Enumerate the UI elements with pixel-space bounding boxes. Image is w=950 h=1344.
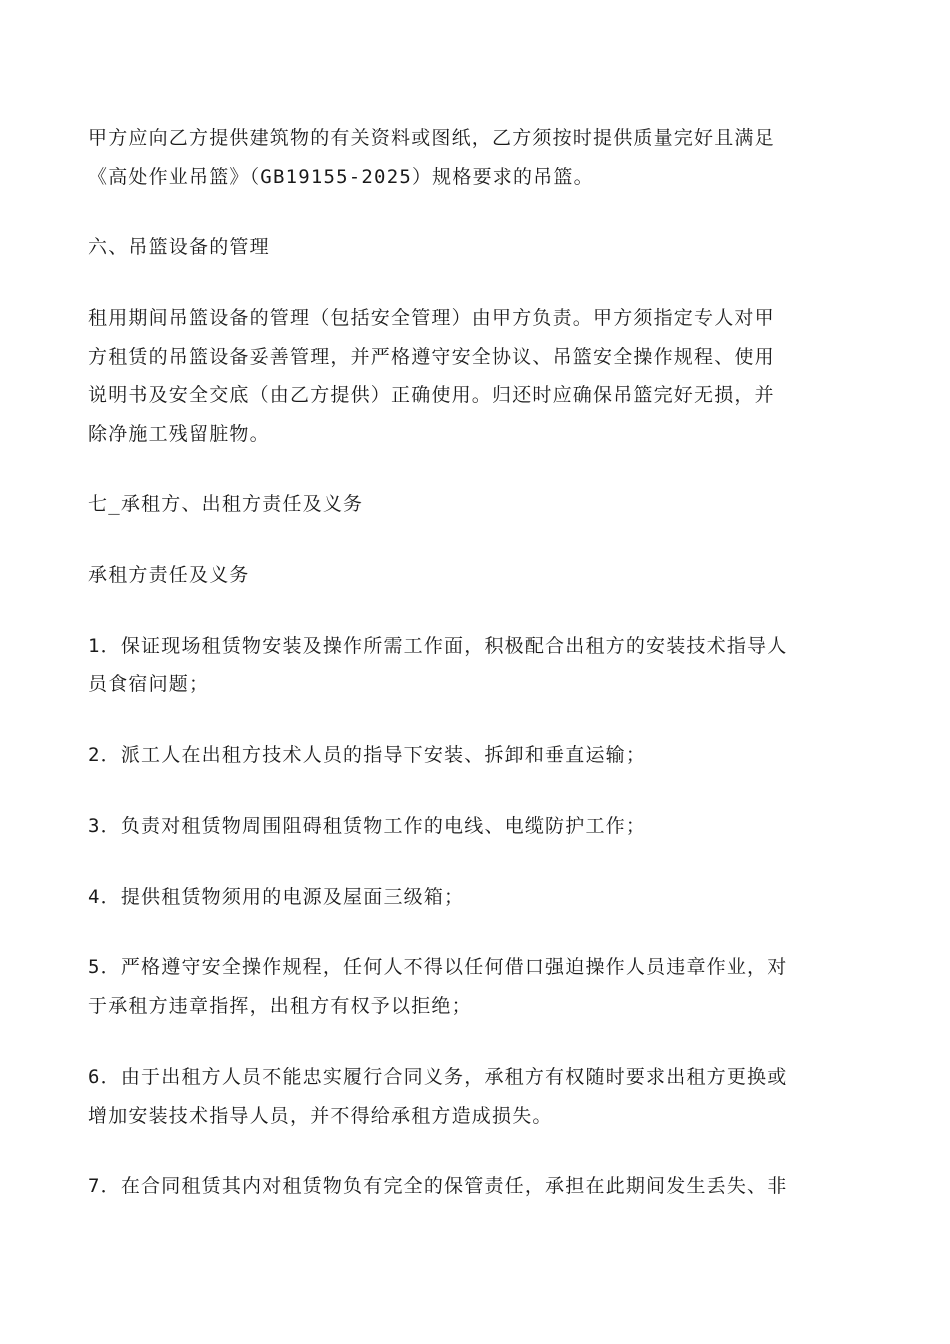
section-six-line-4: 除净施工残留脏物。 <box>88 423 270 445</box>
section-seven-heading: 七_承租方、出租方责任及义务 <box>88 493 364 515</box>
section-six-line-2: 方租赁的吊篮设备妥善管理，并严格遵守安全协议、吊篮安全操作规程、使用 <box>88 346 775 368</box>
list-item-6-line-1: 6．由于出租方人员不能忠实履行合同义务，承租方有权随时要求出租方更换或 <box>88 1066 788 1088</box>
section-six-line-3: 说明书及安全交底（由乙方提供）正确使用。归还时应确保吊篮完好无损，并 <box>88 384 775 406</box>
section-six-heading: 六、吊篮设备的管理 <box>88 236 270 258</box>
list-item-3: 3．负责对租赁物周围阻碍租赁物工作的电线、电缆防护工作； <box>88 815 647 837</box>
list-item-6-line-2: 增加安装技术指导人员，并不得给承租方造成损失。 <box>88 1105 553 1127</box>
paragraph-materials-line-1: 甲方应向乙方提供建筑物的有关资料或图纸，乙方须按时提供质量完好且满足 <box>88 127 775 149</box>
list-item-7-line-1: 7．在合同租赁其内对租赁物负有完全的保管责任，承担在此期间发生丢失、非 <box>88 1175 788 1197</box>
list-item-1-line-1: 1．保证现场租赁物安装及操作所需工作面，积极配合出租方的安装技术指导人 <box>88 635 788 657</box>
list-item-1-line-2: 员食宿问题； <box>88 673 210 695</box>
list-item-5-line-1: 5．严格遵守安全操作规程，任何人不得以任何借口强迫操作人员违章作业，对 <box>88 956 788 978</box>
list-item-5-line-2: 于承租方违章指挥，出租方有权予以拒绝； <box>88 995 472 1017</box>
section-six-line-1: 租用期间吊篮设备的管理（包括安全管理）由甲方负责。甲方须指定专人对甲 <box>88 307 775 329</box>
paragraph-materials-line-2: 《高处作业吊篮》（GB19155-2025）规格要求的吊篮。 <box>88 166 594 188</box>
lessee-subheading: 承租方责任及义务 <box>88 564 250 586</box>
list-item-2: 2．派工人在出租方技术人员的指导下安装、拆卸和垂直运输； <box>88 744 647 766</box>
list-item-4: 4．提供租赁物须用的电源及屋面三级箱； <box>88 886 465 908</box>
